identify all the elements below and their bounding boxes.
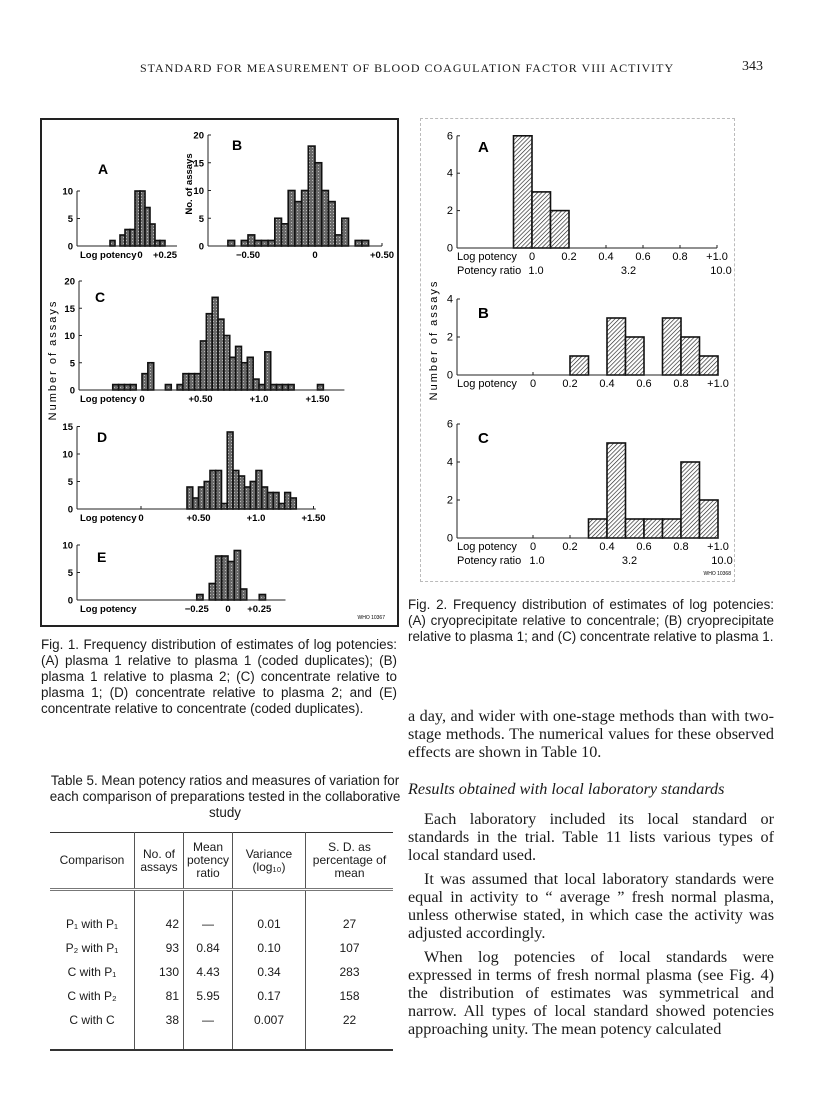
x-tick-label: +0.25	[247, 604, 272, 615]
x-tick-label: 0.8	[672, 251, 688, 263]
histogram-bar	[206, 314, 212, 390]
table-cell: 158	[306, 984, 394, 1008]
histogram-bar	[212, 297, 218, 390]
paragraph: When log potencies of local standards were expressed in terms of fresh normal plasma (see Fig. 4) the distribution of estimates was symmetrical and narrow. All types of local standard showed potencies approaching unity. The mean potency calculated	[408, 948, 774, 1038]
histogram-bar	[268, 240, 275, 246]
table-cell: 0.84	[184, 936, 233, 960]
x-axis-label: Log potency	[80, 250, 137, 261]
y-tick-label: 0	[67, 595, 73, 607]
x-tick-label: 0.4	[598, 251, 614, 263]
figure-2-caption: Fig. 2. Frequency distribution of estimates of log potencies: (A) cryoprecipitate relative to concentrale; (B) cryoprecipitate relative to plasma 1; and (C) concentrate relative to plasma 1.	[408, 597, 774, 644]
histogram-bar	[195, 374, 201, 390]
x-tick-label: 0	[312, 250, 318, 261]
y-tick-label: 2	[446, 205, 453, 218]
panel-label: D	[97, 429, 108, 445]
panel-label: E	[97, 549, 107, 565]
x-tick-label: −0.50	[235, 250, 261, 261]
table-cell: 130	[135, 960, 184, 984]
x2-tick-label: 1.0	[529, 555, 545, 567]
histogram-bar	[177, 385, 183, 390]
table-cell: 0.007	[233, 1008, 306, 1050]
x2-tick-label: 3.2	[621, 555, 638, 567]
table-cell: 0.17	[233, 984, 306, 1008]
histogram-bar	[113, 385, 119, 390]
histogram-bar	[189, 374, 195, 390]
y-tick-label: 10	[62, 186, 73, 198]
histogram-bar	[248, 235, 255, 246]
histogram-bar	[273, 493, 279, 510]
histogram-bar	[282, 385, 288, 390]
histogram-bar	[236, 346, 242, 390]
table-cell: C with P₁	[67, 965, 117, 979]
col-variance: Variance (log₁₀)	[233, 833, 306, 890]
histogram-bar	[227, 432, 233, 509]
histogram-bar	[275, 218, 282, 246]
x2-axis-label: Potency ratio	[457, 265, 522, 277]
histogram-bar	[626, 519, 645, 538]
x-tick-label: 0.2	[562, 378, 578, 390]
table-cell: 81	[135, 984, 184, 1008]
y-tick-label: 5	[67, 477, 73, 488]
histogram-bar	[663, 519, 682, 538]
histogram-bar	[551, 211, 570, 248]
histogram-bar	[148, 363, 154, 390]
y-tick-label: 5	[67, 214, 73, 225]
paragraph: a day, and wider with one-stage methods than with two-stage methods. The numerical values for these observed effects are shown in Table 10.	[408, 707, 774, 761]
x-tick-label: +1.0	[707, 541, 729, 553]
table-cell: 27	[306, 890, 394, 937]
histogram-bar	[342, 218, 349, 246]
x-tick-label: 0	[137, 250, 143, 261]
histogram-bar	[265, 352, 271, 390]
y-tick-label: 4	[446, 456, 453, 469]
x-tick-label: −0.25	[184, 604, 209, 615]
histogram-bar	[681, 462, 700, 538]
histogram-bar	[228, 562, 234, 601]
y-tick-label: 0	[67, 504, 73, 516]
x-tick-label: 0.6	[635, 251, 651, 263]
x-tick-label: +0.50	[369, 250, 395, 261]
histogram-bar	[216, 471, 222, 510]
histogram-bar	[279, 504, 285, 510]
table-cell: 38	[135, 1008, 184, 1050]
table-cell: 0.01	[233, 890, 306, 937]
histogram-bar	[288, 191, 295, 247]
histogram-bar	[681, 337, 700, 375]
table-cell: 4.43	[184, 960, 233, 984]
histogram-bar	[607, 318, 626, 375]
fig2-code: WHO 10368	[703, 571, 731, 577]
x-tick-label: 0.2	[561, 251, 577, 263]
y-tick-label: 0	[446, 532, 453, 545]
x-tick-label: 0.8	[673, 378, 689, 390]
histogram-bar	[514, 136, 533, 248]
col-no-of-assays: No. of assays	[135, 833, 184, 890]
x-tick-label: 0	[529, 541, 537, 553]
histogram-bar	[183, 374, 189, 390]
histogram-bar	[201, 341, 207, 390]
histogram-bar	[362, 240, 369, 246]
x-tick-label: 0.6	[636, 541, 652, 553]
table-cell: P₁ with P₁	[65, 917, 119, 931]
histogram-bar	[222, 556, 228, 600]
histogram-bar	[308, 146, 315, 246]
table-cell: 283	[306, 960, 394, 984]
table-row	[50, 936, 393, 960]
histogram-bar	[700, 356, 719, 375]
histogram-bar	[239, 476, 245, 509]
fig1-code: WHO 10367	[357, 615, 385, 621]
y-tick-label: 5	[67, 568, 73, 579]
x-axis-label: Log potency	[80, 604, 137, 615]
histogram-bar	[204, 482, 210, 510]
histogram-bar	[197, 595, 203, 601]
histogram-bar	[663, 318, 682, 375]
y-tick-label: 10	[62, 449, 73, 461]
x-axis-label: Log potency	[457, 378, 517, 390]
y-tick-label: 2	[446, 331, 453, 344]
histogram-bar	[288, 385, 294, 390]
y-tick-label: 5	[198, 213, 204, 225]
histogram-bar	[241, 240, 248, 246]
body-text	[408, 707, 774, 1044]
histogram-bar	[210, 471, 216, 510]
histogram-bar	[209, 584, 215, 601]
x-tick-label: 0	[529, 378, 537, 390]
x2-tick-label: 10.0	[711, 555, 733, 567]
table-5-title: Table 5. Mean potency ratios and measures of variation for each comparison of preparations tested in the collaborative study	[49, 773, 401, 820]
y-tick-label: 2	[446, 494, 453, 507]
y-tick-label: 15	[62, 422, 73, 433]
histogram-bar	[268, 493, 274, 510]
table-cell: 42	[135, 890, 184, 937]
histogram-bar	[142, 374, 148, 390]
x-tick-label: 0	[225, 604, 231, 615]
histogram-bar	[277, 385, 283, 390]
page-number: 343	[742, 59, 763, 74]
table-cell: C with P₂	[67, 989, 117, 1003]
x-tick-label: 0	[138, 513, 144, 524]
x2-tick-label: 1.0	[528, 265, 544, 277]
histogram-bar	[355, 240, 362, 246]
table-cell: 0.10	[233, 936, 306, 960]
x-tick-label: +0.50	[188, 394, 213, 405]
figure-1-caption: Fig. 1. Frequency distribution of estimates of log potencies: (A) plasma 1 relative to plasma 1 (coded duplicates); (B) plasma 1 relative to plasma 2; (C) concentrate relative to plasma 1; (D) concentrate relative to plasma 2; and (E) concentrate relative to concentrate (coded duplicates).	[41, 637, 397, 716]
running-head: STANDARD FOR MEASUREMENT OF BLOOD COAGULATION FACTOR VIII ACTIVITY	[140, 61, 675, 75]
histogram-bar	[199, 487, 205, 509]
panel-label: C	[478, 430, 489, 447]
y-tick-label: 10	[64, 331, 75, 342]
histogram-bar	[285, 493, 291, 510]
col-mean-potency-ratio: Mean potency ratio	[184, 833, 233, 890]
table-row	[50, 984, 393, 1008]
histogram-bar	[328, 202, 335, 246]
fig1-y-axis-label: Number of assays	[47, 299, 59, 421]
table-row	[50, 1008, 393, 1050]
panel-label: B	[478, 305, 489, 322]
y-tick-label: 0	[198, 241, 204, 253]
histogram-bar	[261, 240, 268, 246]
histogram-bar	[532, 192, 551, 248]
x2-tick-label: 3.2	[620, 265, 637, 277]
histogram-bar	[130, 385, 136, 390]
histogram-bar	[187, 487, 193, 509]
histogram-bar	[241, 363, 247, 390]
histogram-bar	[216, 556, 222, 600]
paragraph: Each laboratory included its local standard or standards in the trial. Table 11 lists various types of local standard used.	[408, 810, 774, 864]
histogram-bar	[607, 443, 626, 538]
table-header-row	[50, 833, 393, 890]
histogram-bar	[256, 471, 262, 510]
y-tick-label: 4	[446, 293, 453, 306]
histogram-bar	[193, 498, 199, 509]
y-tick-label: 6	[446, 130, 453, 143]
y-tick-label: 6	[446, 418, 453, 431]
histogram-bar	[282, 224, 289, 246]
x-tick-label: +1.0	[707, 378, 729, 390]
table-cell: 107	[306, 936, 394, 960]
histogram-bar	[262, 487, 268, 509]
histogram-bar	[302, 191, 309, 247]
histogram-bar	[644, 519, 663, 538]
histogram-bar	[626, 337, 645, 375]
table-cell: 0.34	[233, 960, 306, 984]
x-axis-label: Log potency	[80, 513, 137, 524]
histogram-bar	[222, 504, 228, 510]
table-5	[50, 832, 393, 1051]
y-tick-label: 20	[193, 130, 204, 142]
histogram-bar	[291, 498, 297, 509]
x-tick-label: +1.0	[246, 513, 266, 524]
y-tick-label: 0	[67, 241, 73, 253]
table-row	[50, 960, 393, 984]
table-cell: C with C	[69, 1013, 115, 1027]
panel-label: A	[98, 161, 109, 177]
y-tick-label: 10	[62, 540, 73, 552]
table-cell: 5.95	[184, 984, 233, 1008]
histogram-bar	[259, 385, 265, 390]
x-tick-label: +1.0	[706, 251, 728, 263]
x-tick-label: 0.4	[599, 541, 615, 553]
histogram-bar	[160, 241, 165, 247]
histogram-bar	[335, 235, 342, 246]
histogram-bar	[110, 241, 115, 247]
histogram-bar	[570, 356, 589, 375]
y-tick-label: 0	[69, 385, 75, 397]
y-tick-label: 4	[446, 167, 453, 180]
x-tick-label: 0	[139, 394, 145, 405]
col-comparison: Comparison	[50, 833, 135, 890]
x2-tick-label: 10.0	[710, 265, 732, 277]
histogram-bar	[318, 385, 324, 390]
table-cell: P₂ with P₁	[65, 941, 119, 955]
y-tick-label: 15	[193, 158, 204, 170]
table-cell: 22	[306, 1008, 394, 1050]
x-tick-label: +0.50	[186, 513, 211, 524]
table-cell: —	[184, 1008, 233, 1050]
paragraph: It was assumed that local laboratory standards were equal in activity to “ average ” fresh normal plasma, unless otherwise stated, in which case the activity was adjusted accordingly.	[408, 870, 774, 942]
y-tick-label: 15	[64, 303, 75, 315]
histogram-bar	[230, 357, 236, 390]
panel-label: C	[95, 289, 106, 305]
x-tick-label: 0.8	[673, 541, 689, 553]
histogram-bar	[241, 589, 247, 600]
y-tick-label: 0	[446, 369, 453, 382]
y-tick-label: 5	[69, 358, 75, 370]
histogram-bar	[247, 357, 253, 390]
histogram-bar	[700, 500, 719, 538]
y-tick-label: 20	[64, 276, 75, 288]
section-heading: Results obtained with local laboratory standards	[408, 780, 725, 798]
table-row	[50, 890, 393, 937]
x-axis-label: Log potency	[457, 541, 517, 553]
histogram-bar	[271, 385, 277, 390]
histogram-bar	[250, 482, 256, 510]
histogram-bar	[124, 385, 130, 390]
histogram-bar	[234, 551, 240, 601]
x-tick-label: +1.50	[301, 513, 326, 524]
x-tick-label: 0.4	[599, 378, 615, 390]
histogram-bar	[589, 519, 608, 538]
histogram-bar	[218, 319, 224, 390]
histogram-bar	[315, 163, 322, 246]
histogram-bar	[165, 385, 171, 390]
x-tick-label: 0	[528, 251, 536, 263]
x-tick-label: 0.2	[562, 541, 578, 553]
histogram-bar	[322, 191, 329, 247]
x-tick-label: +1.50	[305, 394, 330, 405]
x-tick-label: 0.6	[636, 378, 652, 390]
histogram-bar	[228, 240, 235, 246]
x-tick-label: +1.0	[249, 394, 269, 405]
x-axis-label: Log potency	[457, 251, 517, 263]
histogram-bar	[295, 202, 302, 246]
histogram-bar	[259, 595, 265, 601]
x-tick-label: +0.25	[152, 250, 178, 261]
histogram-bar	[224, 336, 230, 391]
histogram-bar	[245, 487, 251, 509]
panel-label: B	[232, 137, 243, 153]
histogram-bar	[119, 385, 125, 390]
y-tick-label: 0	[446, 242, 453, 255]
panel-label: A	[478, 139, 489, 156]
table-cell: 93	[135, 936, 184, 960]
fig2-y-axis-label: Number of assays	[428, 279, 440, 401]
table-cell: —	[184, 890, 233, 937]
col-sd-percentage: S. D. as percentage of mean	[306, 833, 394, 890]
x2-axis-label: Potency ratio	[457, 555, 522, 567]
histogram-bar	[255, 240, 262, 246]
x-axis-label: Log potency	[80, 394, 137, 405]
histogram-bar	[233, 471, 239, 510]
y-tick-label: 10	[193, 186, 204, 197]
histogram-bar	[253, 379, 259, 390]
y-axis-label: No. of assays	[184, 153, 195, 215]
